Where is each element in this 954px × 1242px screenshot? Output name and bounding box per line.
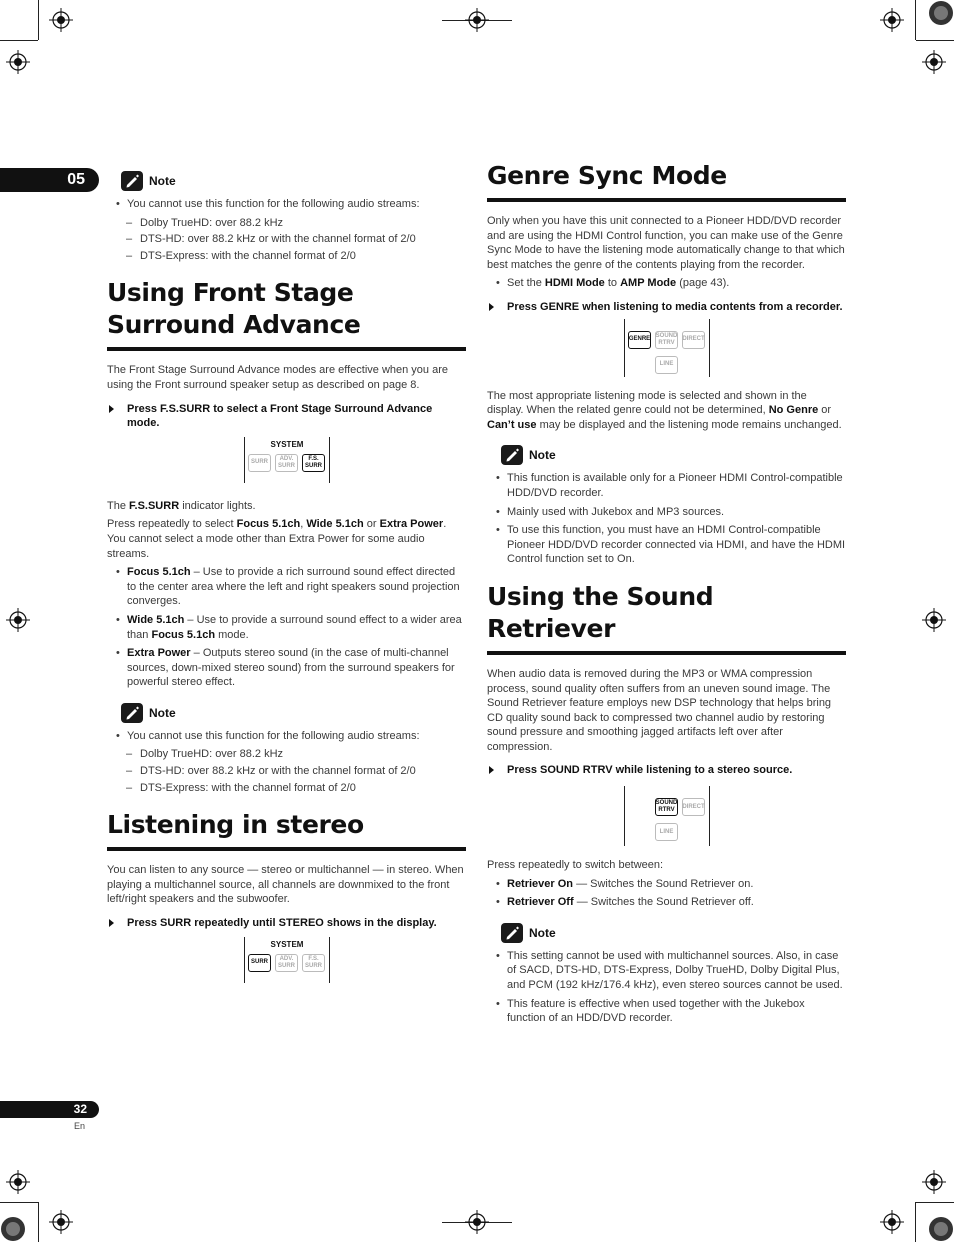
section-body: Only when you have this unit connected to a Pioneer HDD/DVD recorder and are using the HDMI Control function, you can make use of the Genre Sync Mode to have the listening mode automatically change to that which best matches the genre of the contents playing from the recorder. [487, 215, 845, 271]
note-heading [121, 170, 466, 192]
fs-surr-button[interactable]: F.S. SURR [302, 954, 325, 972]
note-list-item: – DTS-Express: with the channel format of 2/0 [107, 249, 466, 264]
left-column [107, 170, 466, 989]
section-title: Genre Sync Mode [487, 161, 727, 190]
registration-mark-icon [465, 1210, 489, 1234]
front-panel-system-buttons [244, 937, 330, 983]
sound-rtrv-button[interactable]: SOUND RTRV [655, 331, 678, 349]
note-pencil-icon [121, 171, 143, 191]
instruction-step: Press SURR repeatedly until STEREO shows in the display. [107, 916, 466, 931]
indicator-text: The F.S.SURR indicator lights. [107, 499, 256, 512]
note-list-item: • This function is available only for a Pioneer HDMI Control-compatible HDD/DVD recorder. [487, 471, 846, 500]
note-list-item: • To use this function, you must have an HDMI Control-compatible Pioneer HDD/DVD recorder connected via HDMI, and have the HDMI Control function set to On. [487, 523, 846, 567]
line-button[interactable]: LINE [655, 356, 678, 374]
note-pencil-icon [501, 445, 523, 465]
note-list-item: • This setting cannot be used with multichannel sources. Also, in case of SACD, DTS-HD, DTS-Express, Dolby TrueHD, Dolby Digital Plus, and PCM (192 kHz/176.4 kHz), even stereo sources cannot be used. [487, 949, 846, 993]
surr-button[interactable]: SURR [248, 954, 271, 972]
note-text: • You cannot use this function for the following audio streams: [107, 197, 466, 212]
registration-mark-icon [880, 1210, 904, 1234]
section-title: Listening in stereo [107, 810, 364, 840]
option-item: • Retriever Off — Switches the Sound Retriever off. [487, 895, 846, 910]
instruction-step: Press GENRE when listening to media contents from a recorder. [487, 300, 846, 315]
note-pencil-icon [121, 703, 143, 723]
adv-surr-button[interactable]: ADV. SURR [275, 954, 298, 972]
note-pencil-icon [501, 923, 523, 943]
chapter-tab: 05 [0, 168, 99, 192]
note-list-item: – DTS-Express: with the channel format of 2/0 [107, 781, 466, 796]
note-list-item: • Mainly used with Jukebox and MP3 sources. [487, 505, 846, 520]
panel-title: SYSTEM [270, 939, 304, 949]
registration-mark-icon [922, 608, 946, 632]
color-target-icon [928, 1216, 954, 1242]
note-label: Note [149, 174, 176, 188]
section-body: You can listen to any source — stereo or multichannel — in stereo. When playing a multichannel source, all channels are downmixed to the front left/right speakers and the subwoofer. [107, 864, 464, 906]
registration-mark-icon [6, 50, 30, 74]
genre-button[interactable]: GENRE [628, 331, 651, 349]
registration-mark-icon [465, 8, 489, 32]
note-list-item: • This feature is effective when used together with the Jukebox function of an HDD/DVD recorder. [487, 997, 846, 1026]
instruction-step: Press F.S.SURR to select a Front Stage Surround Advance mode. [107, 402, 466, 431]
direct-button[interactable]: DIRECT [682, 798, 705, 816]
registration-mark-icon [49, 1210, 73, 1234]
color-target-icon [0, 1216, 26, 1242]
note-label: Note [149, 705, 176, 720]
result-text: The most appropriate listening mode is selected and shown in the display. When the related genre could not be determined, No Genre or Can’t use may be displayed and the listening mode remains unchanged. [487, 389, 842, 431]
front-panel-system-buttons [244, 437, 330, 483]
color-target-icon [928, 0, 954, 26]
registration-mark-icon [880, 8, 904, 32]
registration-mark-icon [6, 1170, 30, 1194]
mode-list-item: • Extra Power – Outputs stereo sound (in the case of multi-channel sources, down-mixed stereo sound) from the surround speakers for powerful stereo effect. [107, 646, 466, 690]
right-column [487, 160, 846, 1026]
note-list-item: – DTS-HD: over 88.2 kHz or with the channel format of 2/0 [107, 232, 466, 247]
registration-mark-icon [922, 50, 946, 74]
note-label: Note [529, 448, 556, 463]
surr-button[interactable]: SURR [248, 454, 271, 472]
registration-mark-icon [6, 608, 30, 632]
front-panel-genre-buttons [624, 319, 710, 377]
section-body: The Front Stage Surround Advance modes are effective when you are using the Front surround speaker setup as described on page 8. [107, 364, 448, 391]
note-text: • You cannot use this function for the following audio streams: [107, 729, 466, 744]
front-panel-retriever-buttons [624, 786, 710, 846]
fs-surr-button[interactable]: F.S. SURR [302, 454, 325, 472]
note-list-item: – DTS-HD: over 88.2 kHz or with the channel format of 2/0 [107, 764, 466, 779]
registration-mark-icon [922, 1170, 946, 1194]
page-number: 32 [0, 1101, 99, 1118]
registration-mark-icon [49, 8, 73, 32]
mode-list-item: • Wide 5.1ch – Use to provide a surround sound effect to a wider area than Focus 5.1ch mode. [107, 613, 466, 642]
instruction-step: Press SOUND RTRV while listening to a stereo source. [487, 763, 846, 778]
note-label: Note [529, 925, 556, 940]
language-label: En [74, 1121, 86, 1131]
note-heading [121, 702, 466, 724]
repeat-text: Press repeatedly to select Focus 5.1ch, Wide 5.1ch or Extra Power. You cannot select a mode other than Extra Power for some audio streams. [107, 518, 447, 560]
sound-rtrv-button[interactable]: SOUND RTRV [655, 798, 678, 816]
note-list-item: – Dolby TrueHD: over 88.2 kHz [107, 216, 466, 231]
section-body: When audio data is removed during the MP3 or WMA compression process, sound quality often suffers from an uneven sound image. The Sound Retriever feature employs new DSP technology that helps bring CD quality sound back to compressed two channel audio by restoring sound pressure and smoothing jagged artifacts left over after compression. [487, 667, 832, 753]
adv-surr-button[interactable]: ADV. SURR [275, 454, 298, 472]
setting-item: • Set the HDMI Mode to AMP Mode (page 43). [487, 276, 846, 291]
mode-list-item: • Focus 5.1ch – Use to provide a rich surround sound effect directed to the center area where the left and right speakers sound projection converges. [107, 565, 466, 609]
switch-text: Press repeatedly to switch between: [487, 859, 664, 872]
section-title: Using Front Stage Surround Advance [107, 278, 361, 340]
note-list-item: – Dolby TrueHD: over 88.2 kHz [107, 747, 466, 762]
panel-title: SYSTEM [270, 439, 304, 449]
note-heading [501, 922, 846, 944]
option-item: • Retriever On — Switches the Sound Retriever on. [487, 877, 846, 892]
line-button[interactable]: LINE [655, 823, 678, 841]
direct-button[interactable]: DIRECT [682, 331, 705, 349]
section-title: Using the Sound Retriever [487, 581, 714, 643]
note-heading [501, 444, 846, 466]
